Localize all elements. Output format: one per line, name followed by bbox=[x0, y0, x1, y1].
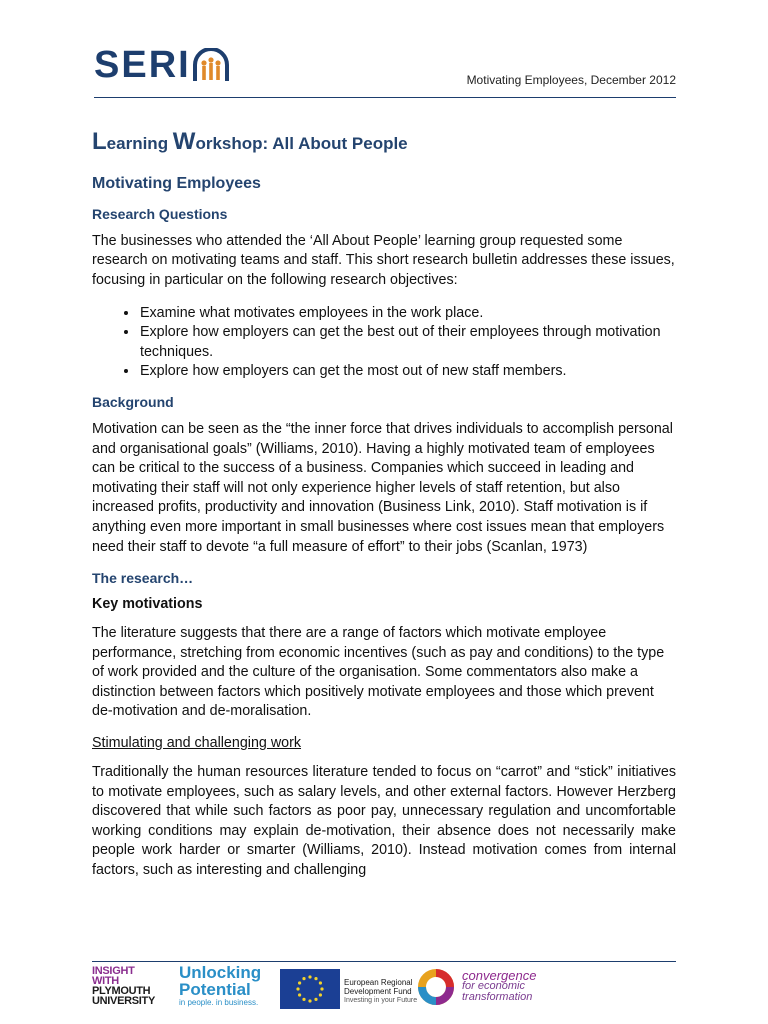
page-footer bbox=[92, 964, 676, 1012]
erdf-tagline: Investing in your Future bbox=[344, 997, 418, 1004]
key-motivations-heading: Key motivations bbox=[92, 596, 203, 613]
footer-rule bbox=[92, 961, 676, 962]
insight-line: PLYMOUTH bbox=[92, 985, 151, 997]
insight-line: WITH bbox=[92, 975, 119, 987]
title-initial-l: L bbox=[92, 128, 107, 155]
stimulating-work-heading: Stimulating and challenging work bbox=[92, 735, 302, 752]
people-arch-icon bbox=[192, 48, 230, 82]
document-body bbox=[92, 128, 676, 894]
research-questions-heading: Research Questions bbox=[92, 205, 228, 222]
unlocking-tagline: in people. in business. bbox=[179, 998, 259, 1007]
logo-text: SERI bbox=[94, 44, 191, 86]
background-paragraph: Motivation can be seen as the “the inner force that drives individuals to accomplish personal and organisational goals” (Williams, 2010). Having a highly motivated team of employees can be critical to the success of a business. Companies which succeed in leading and motivating their staff will not only experience higher levels of staff retention, but also increased profits, productivity and innovation (Business Link, 2010). Staff motivation is if anything even more important in small businesses where cost issues mean that employers need their staff to devote “a full measure of effort” to their jobs (Scanlan, 1973) bbox=[92, 420, 673, 555]
header-rule bbox=[94, 97, 676, 98]
page-header bbox=[94, 42, 676, 98]
title-initial-w: W bbox=[172, 128, 196, 155]
research-heading: The research… bbox=[92, 570, 194, 587]
unlocking-potential-logo bbox=[179, 964, 261, 1008]
page-subtitle: Motivating Employees bbox=[92, 174, 261, 192]
unlocking-line: Unlocking bbox=[179, 963, 262, 982]
list-item: • Explore how employers can get the best out of their employees through motivation techniques. bbox=[139, 323, 676, 362]
objectives-list bbox=[92, 304, 676, 382]
research-questions-paragraph: The businesses who attended the ‘All About People’ learning group requested some research on motivating teams and staff. This short research bulletin addresses these issues, focusing in particular on the following research objectives: bbox=[92, 232, 675, 288]
convergence-line: transformation bbox=[462, 991, 533, 1003]
title-part-2: orkshop: All About People bbox=[195, 134, 408, 153]
erdf-line: European Regional bbox=[344, 978, 413, 987]
unlocking-line: Potential bbox=[179, 980, 251, 999]
erdf-logo-text bbox=[344, 978, 417, 1005]
stimulating-work-paragraph: Traditionally the human resources literature tended to focus on “carrot” and “stick” initiatives to motivate employees, such as salary levels, and other external factors. However Herzberg discovered that while such factors as poor pay, unnecessary regulation and uncomfortable working conditions may explain de-motivation, their absence does not necessarily make people work harder or smarter (Williams, 2010). Instead motivation comes from internal factors, such as interesting and challenging bbox=[92, 764, 676, 879]
erdf-line: Development Fund bbox=[344, 987, 412, 996]
serio-logo bbox=[94, 46, 230, 84]
document-label: Motivating Employees, December 2012 bbox=[466, 73, 676, 87]
insight-line: INSIGHT bbox=[92, 965, 135, 977]
convergence-ring-icon bbox=[416, 967, 456, 1012]
eu-flag-icon bbox=[280, 969, 340, 1009]
convergence-line: for economic bbox=[462, 980, 525, 992]
list-item: • Examine what motivates employees in the work place. bbox=[139, 304, 676, 324]
page-title bbox=[92, 128, 676, 157]
background-heading: Background bbox=[92, 393, 174, 410]
list-item: • Explore how employers can get the most out of new staff members. bbox=[139, 362, 676, 382]
convergence-logo-text bbox=[462, 970, 536, 1003]
convergence-line: convergence bbox=[462, 968, 537, 983]
insight-plymouth-logo bbox=[92, 966, 155, 1006]
insight-line: UNIVERSITY bbox=[92, 995, 156, 1007]
research-paragraph: The literature suggests that there are a range of factors which motivate employee performance, stretching from economic incentives (such as pay and conditions) to the type of work provided and the culture of the organisation. Some commentators also make a distinction between factors which positively motivate employees and those which prevent de-motivation and de-moralisation. bbox=[92, 625, 665, 720]
title-part-1: earning bbox=[106, 134, 173, 153]
